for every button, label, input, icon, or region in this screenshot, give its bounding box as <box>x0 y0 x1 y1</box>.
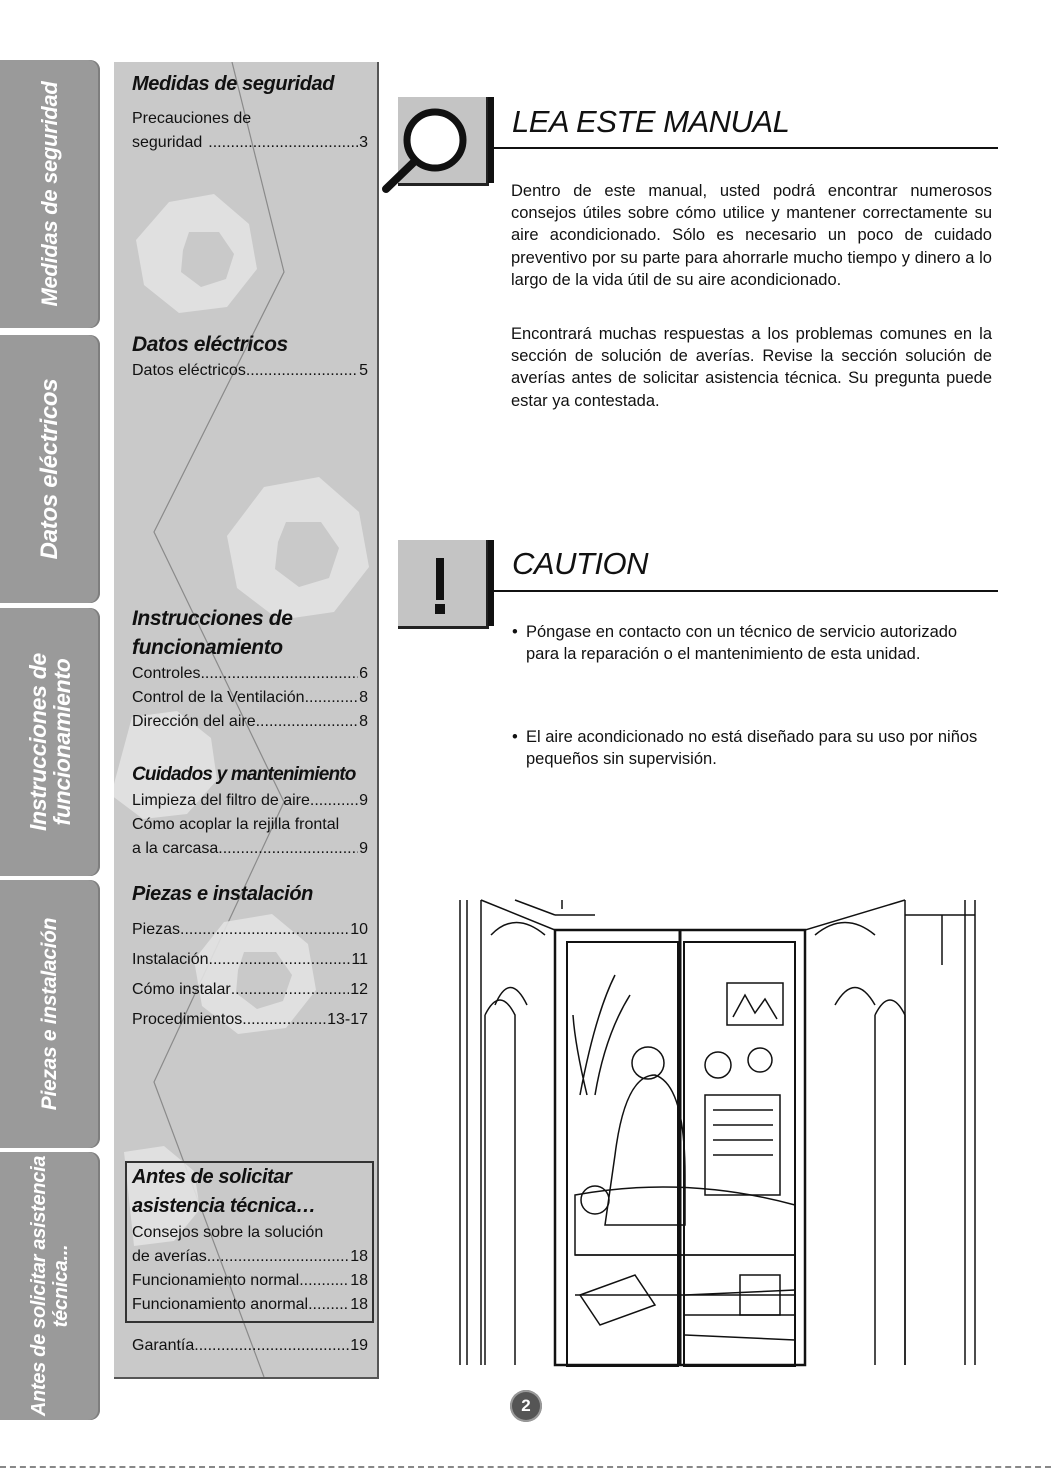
tab-label: Antes de solicitar asistencia técnica... <box>28 1155 72 1417</box>
toc-section-parts <box>132 880 368 1035</box>
magnifier-icon <box>382 97 482 207</box>
section-bar <box>488 540 494 626</box>
toc-section-electrical <box>132 330 368 383</box>
toc-entry[interactable]: Control de la Ventilación ..... 8 <box>132 686 368 710</box>
section-bar <box>488 97 494 183</box>
tab-electrical[interactable] <box>0 335 100 603</box>
tab-service[interactable] <box>0 1152 100 1420</box>
toc-entry[interactable]: Limpieza del filtro de aire ..... 9 <box>132 789 368 813</box>
table-of-contents <box>114 62 379 1379</box>
toc-entry[interactable]: Consejos sobre la solución <box>132 1224 324 1241</box>
caution-bullet: • Póngase en contacto con un técnico de servicio autorizado para la reparación o el mantenimiento de esta unidad. <box>511 621 993 665</box>
toc-entry[interactable]: Cómo acoplar la rejilla frontal <box>132 816 340 833</box>
section-rule <box>494 590 998 592</box>
tab-parts[interactable] <box>0 880 100 1148</box>
toc-entry[interactable]: Garantía ..... 19 <box>132 1334 368 1358</box>
page-number-badge: 2 <box>510 1390 542 1422</box>
toc-heading: Piezas e instalación <box>132 883 313 905</box>
toc-section-operation <box>132 604 368 734</box>
toc-entry[interactable]: Piezas ..... 10 <box>132 915 368 945</box>
tab-label: Datos eléctricos <box>36 378 63 560</box>
section-rule <box>494 147 998 149</box>
toc-heading: funcionamiento <box>132 636 283 659</box>
section-title: LEA ESTE MANUAL <box>512 104 790 139</box>
toc-entry[interactable]: Datos eléctricos ..... 5 <box>132 359 368 383</box>
toc-heading: Instrucciones de <box>132 607 293 630</box>
toc-heading: Antes de solicitar <box>132 1166 292 1188</box>
tab-operation[interactable] <box>0 608 100 876</box>
toc-entry[interactable]: Dirección del aire ..... 8 <box>132 710 368 734</box>
toc-entry[interactable]: a la carcasa ..... 9 <box>132 837 368 861</box>
toc-entry[interactable]: de averías ..... 18 <box>132 1245 368 1269</box>
exclamation-icon <box>398 540 486 626</box>
toc-entry[interactable]: Funcionamiento normal ..... 18 <box>132 1269 368 1293</box>
toc-entry[interactable]: Controles ..... 6 <box>132 662 368 686</box>
toc-section-service <box>132 1163 368 1317</box>
toc-entry[interactable]: Funcionamiento anormal. ..... 18 <box>132 1293 368 1317</box>
family-living-room-illustration <box>455 895 985 1367</box>
tab-label: Instrucciones de funcionamiento <box>25 653 75 831</box>
intro-paragraph: Dentro de este manual, usted podrá encontrar numerosos consejos útiles sobre cómo utilice y mantener correctamente su aire acondicionado. Sólo es necesario un poco de cuidado preventivo por su parte para ahorrarle mucho tiempo y dinero a lo largo de la vida útil de su aire acondicionado. <box>511 182 992 289</box>
tab-label: Medidas de seguridad <box>37 81 62 307</box>
toc-heading: Cuidados y mantenimiento <box>132 764 356 785</box>
toc-entry[interactable]: seguridad ..... 3 <box>132 131 368 155</box>
section-title: CAUTION <box>512 546 648 581</box>
toc-section-safety <box>132 70 368 155</box>
page-cut-line <box>0 1466 1051 1468</box>
tab-safety[interactable] <box>0 60 100 328</box>
toc-section-care <box>132 760 368 861</box>
read-manual-icon-box <box>398 97 489 186</box>
caution-bullet: • El aire acondicionado no está diseñado para su uso por niños pequeños sin supervisión. <box>511 726 993 770</box>
troubleshooting-paragraph: Encontrará muchas respuestas a los problemas comunes en la sección de solución de averías. Revise la sección solución de averías antes de solicitar asistencia técnica. Su pregunta puede estar ya contestada. <box>511 325 992 410</box>
toc-entry[interactable]: Instalación ..... 11 <box>132 945 368 975</box>
toc-section-warranty <box>132 1334 368 1358</box>
toc-entry[interactable]: Cómo instalar ..... 12 <box>132 975 368 1005</box>
caution-icon-box <box>398 540 489 629</box>
toc-heading: Datos eléctricos <box>132 333 288 356</box>
toc-heading: asistencia técnica… <box>132 1195 316 1217</box>
toc-entry[interactable]: Precauciones de <box>132 110 252 127</box>
tab-label: Piezas e instalación <box>38 917 61 1111</box>
toc-entry[interactable]: Procedimientos ..... 13-17 <box>132 1005 368 1035</box>
toc-heading: Medidas de seguridad <box>132 73 335 95</box>
